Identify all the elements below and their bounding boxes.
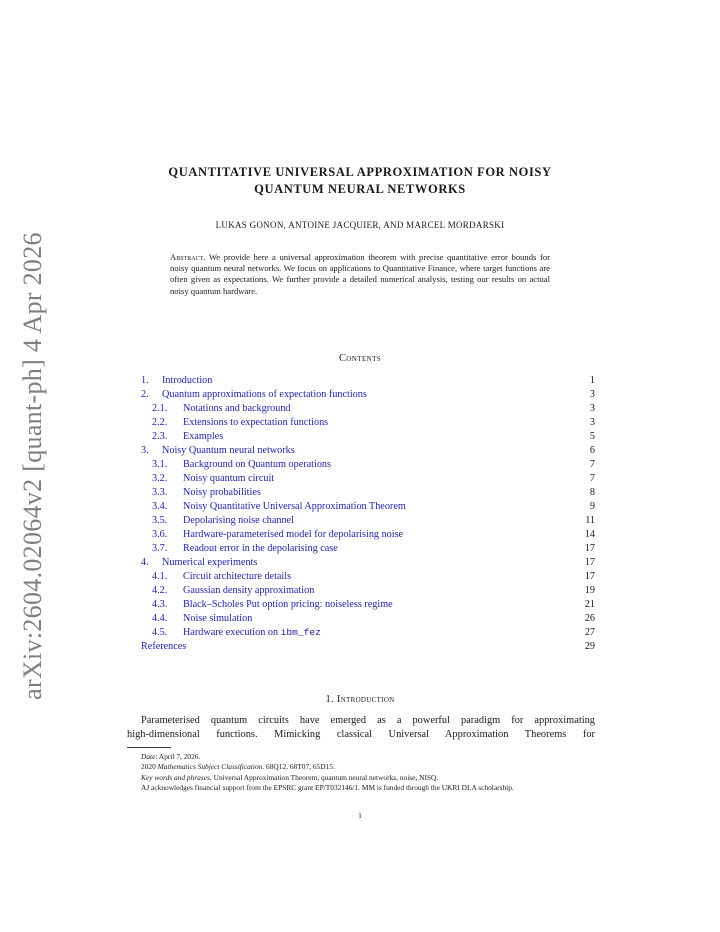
toc-entry-page: 19 [584,585,595,596]
toc-entry-number: 4.5. [152,627,168,638]
toc-entry-title: Examples [183,431,224,442]
toc-entry-code: ibm_fez [280,627,321,638]
toc-entry-page: 26 [584,613,595,624]
footnote-rule [127,747,171,748]
toc-entry-number: 3. [141,445,149,456]
toc-entry-title: Noisy quantum circuit [183,473,275,484]
toc-entry-link[interactable] [141,374,212,388]
toc-entry-number: 3.5. [152,515,168,526]
footnote-date-label: Date [141,752,156,761]
toc-entry-link[interactable] [152,626,321,640]
footnote-msc-label: Mathematics Subject Classification. [157,762,265,772]
body-line-2: high-dimensional functions. Mimicking classical Universal Approximation Theorems for [127,729,595,740]
toc-entry-link[interactable] [152,458,331,472]
toc-entry-title: Numerical experiments [162,557,258,568]
toc-entry-title: Noisy Quantum neural networks [162,445,295,456]
page-number: 1 [358,811,362,820]
toc-entry-title: Background on Quantum operations [183,459,331,470]
toc-entry-number: 2.1. [152,403,168,414]
toc-entry-link[interactable] [152,486,261,500]
toc-entry[interactable] [141,416,595,430]
section-title: Introduction [336,694,395,705]
toc-entry-number: 4.2. [152,585,168,596]
footnote-keywords-label: Key words and phrases. [141,772,212,782]
toc-entry-link[interactable] [152,542,338,556]
toc-entry-page: 9 [589,501,595,512]
toc-entry-link[interactable] [152,500,406,514]
toc-entry-page: 6 [589,445,595,456]
toc-entry-number: 3.4. [152,501,168,512]
footnote-date [127,752,595,762]
toc-entry-link[interactable] [152,402,291,416]
toc-entry-number: 2. [141,389,149,400]
abstract [170,252,550,297]
authors: LUKAS GONON, ANTOINE JACQUIER, AND MARCEL MORDARSKI [215,220,505,230]
toc-entry-link[interactable] [152,528,403,542]
arxiv-identifier-text: arXiv:2604.02064v2 [quant-ph] 4 Apr 2026 [18,232,47,700]
toc-entry[interactable] [141,402,595,416]
toc-entry-number: 2.3. [152,431,168,442]
body-line-1: Parameterised quantum circuits have emerged as a powerful paradigm for approximating [141,715,595,726]
toc-entry-number: 3.2. [152,473,168,484]
footnote-keywords-value: Universal Approximation Theorem, quantum neural networks, noise, NISQ. [211,772,439,782]
toc-entry-link[interactable] [152,514,294,528]
toc-entry-link[interactable] [152,598,393,612]
toc-entry[interactable] [141,374,595,388]
footnote-ack-text: AJ acknowledges financial support from the EPSRC grant EP/T032146/1. MM is funded through the UKRI DLA scholarship. [141,782,514,792]
toc-entry-number: 3.3. [152,487,168,498]
toc-entry-title: Quantum approximations of expectation functions [162,389,367,400]
toc-entry-link[interactable] [141,556,257,570]
toc-entry-page: 7 [589,459,595,470]
toc-entry-page: 7 [589,473,595,484]
toc-entry-page: 17 [584,557,595,568]
table-of-contents [141,374,595,654]
abstract-text: We provide here a universal approximation theorem with precise quantitative error bounds for noisy quantum neural networks. We focus on applications to Quantitative Finance, where target functions are often given as expectations. We further provide a detailed numerical analysis, testing our results on actual noisy quantum hardware. [170,252,551,296]
toc-entry-page: 14 [584,529,595,540]
toc-entry-link[interactable] [152,570,291,584]
toc-entry-number: 4.3. [152,599,168,610]
introduction-paragraph [127,714,595,742]
toc-entry[interactable] [141,584,595,598]
toc-entry-title: Hardware execution on [183,627,281,638]
toc-entry[interactable] [141,626,595,640]
toc-entry-number: 4.4. [152,613,168,624]
toc-entry[interactable] [141,430,595,444]
toc-entry-page: 5 [589,431,595,442]
toc-entry-link[interactable] [141,388,367,402]
toc-entry-page: 21 [584,599,595,610]
toc-entry-page: 29 [584,641,595,652]
toc-entry-title: Black–Scholes Put option pricing: noiseless regime [183,599,393,610]
title-line-1: QUANTITATIVE UNIVERSAL APPROXIMATION FOR NOISY [168,165,552,179]
toc-entry-number: 4. [141,557,149,568]
toc-entry-link[interactable] [152,612,252,626]
toc-entry-number: 4.1. [152,571,168,582]
footnotes [127,752,595,793]
toc-entry-page: 17 [584,571,595,582]
toc-entry-title: Gaussian density approximation [183,585,315,596]
paper-title [0,164,720,198]
toc-entry[interactable] [141,458,595,472]
toc-entry-title: Depolarising noise channel [183,515,294,526]
toc-entry[interactable] [141,528,595,542]
toc-entry-number: 1. [141,375,149,386]
section-heading-introduction [0,694,720,705]
toc-entry-title: Notations and background [183,403,291,414]
toc-entry-number: 3.6. [152,529,168,540]
toc-entry-page: 27 [584,627,595,638]
toc-entry-page: 1 [589,375,595,386]
toc-entry-link[interactable] [152,584,314,598]
footnote-msc-value: 68Q12, 68T07, 65D15. [264,762,335,772]
footnote-msc-prefix: 2020 [141,762,158,772]
toc-entry-title: Readout error in the depolarising case [183,543,338,554]
footnote-acknowledgement [127,783,595,793]
toc-entry-title: Introduction [162,375,213,386]
abstract-label: Abstract. [170,252,206,262]
toc-entry-title: Hardware-parameterised model for depolarising noise [183,529,404,540]
toc-entry-link[interactable] [141,640,186,654]
toc-entry-title: Noisy Quantitative Universal Approximation Theorem [183,501,406,512]
toc-entry[interactable] [141,556,595,570]
toc-entry-page: 3 [589,403,595,414]
toc-entry[interactable] [141,472,595,486]
toc-entry-title: Noise simulation [183,613,253,624]
toc-entry[interactable] [141,612,595,626]
title-line-2: QUANTUM NEURAL NETWORKS [254,182,466,196]
toc-entry[interactable] [141,570,595,584]
footnote-keywords [127,773,595,783]
toc-entry[interactable] [141,500,595,514]
section-number: 1. [325,694,334,705]
toc-entry[interactable] [141,444,595,458]
toc-entry[interactable] [141,388,595,402]
toc-entry[interactable] [141,640,595,654]
toc-entry-link[interactable] [152,416,328,430]
toc-entry[interactable] [141,542,595,556]
toc-entry-number: 3.1. [152,459,168,470]
toc-entry[interactable] [141,486,595,500]
toc-entry-number: 2.2. [152,417,168,428]
toc-entry-title: Noisy probabilities [183,487,261,498]
toc-entry[interactable] [141,598,595,612]
toc-entry-page: 3 [589,389,595,400]
footnote-date-value: : April 7, 2026. [155,752,201,761]
toc-entry-title: Circuit architecture details [183,571,292,582]
toc-entry-title: References [141,641,187,652]
toc-entry-link[interactable] [141,444,295,458]
toc-entry-number: 3.7. [152,543,168,554]
toc-entry-link[interactable] [152,430,223,444]
toc-entry-page: 3 [589,417,595,428]
toc-entry-link[interactable] [152,472,274,486]
toc-entry[interactable] [141,514,595,528]
toc-entry-title: Extensions to expectation functions [183,417,329,428]
toc-entry-page: 11 [585,515,595,526]
toc-entry-page: 8 [589,487,595,498]
toc-entry-page: 17 [584,543,595,554]
contents-heading: Contents [338,353,382,364]
footnote-msc [127,762,595,772]
